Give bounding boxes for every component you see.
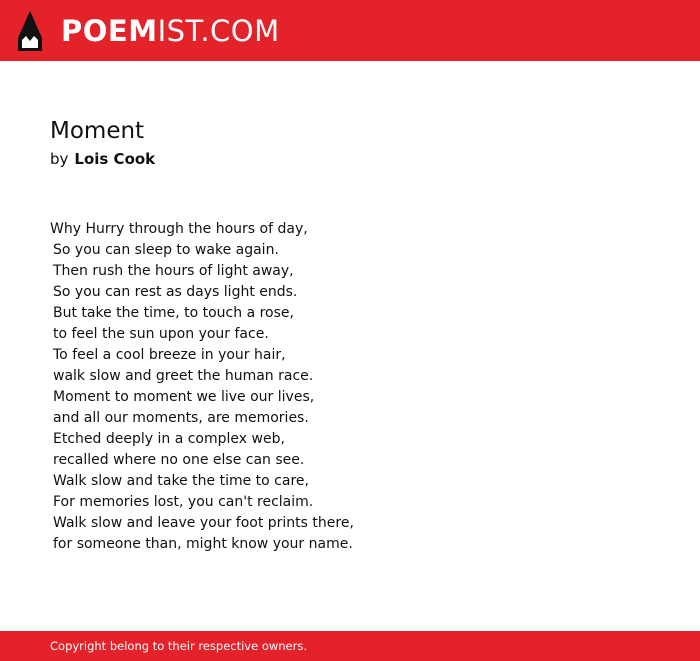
poem-line: Why Hurry through the hours of day,: [50, 221, 308, 237]
poem-line: So you can rest as days light ends.: [53, 284, 298, 300]
poem-line: Walk slow and take the time to care,: [53, 473, 309, 489]
copyright-text: Copyright belong to their respective owners.: [50, 639, 308, 653]
poem-line: to feel the sun upon your face.: [53, 326, 269, 342]
by-label: by: [50, 150, 69, 168]
site-logo[interactable]: [61, 13, 280, 49]
poem-line: Walk slow and leave your foot prints there,: [53, 515, 354, 531]
site-header: [0, 0, 700, 61]
site-footer: [0, 631, 700, 661]
poem-line: walk slow and greet the human race.: [53, 368, 314, 384]
poem-line: For memories lost, you can't reclaim.: [53, 494, 314, 510]
poem-author: Lois Cook: [74, 150, 156, 168]
poem-line: Moment to moment we live our lives,: [53, 389, 315, 405]
poem-line: To feel a cool breeze in your hair,: [53, 347, 286, 363]
poem-body: [50, 219, 670, 555]
poem-title: Moment: [50, 118, 145, 144]
poem-line: for someone than, might know your name.: [53, 536, 353, 552]
poem-line: and all our moments, are memories.: [53, 410, 309, 426]
logo-bold-text: POEM: [61, 14, 158, 48]
pencil-icon: [17, 10, 43, 52]
poem-byline: [50, 149, 155, 169]
poem-line: But take the time, to touch a rose,: [53, 305, 294, 321]
poem-line: So you can sleep to wake again.: [53, 242, 279, 258]
poem-line: Then rush the hours of light away,: [53, 263, 294, 279]
logo-light-text: IST.COM: [157, 14, 280, 48]
poem-line: Etched deeply in a complex web,: [53, 431, 285, 447]
poem-line: recalled where no one else can see.: [53, 452, 305, 468]
